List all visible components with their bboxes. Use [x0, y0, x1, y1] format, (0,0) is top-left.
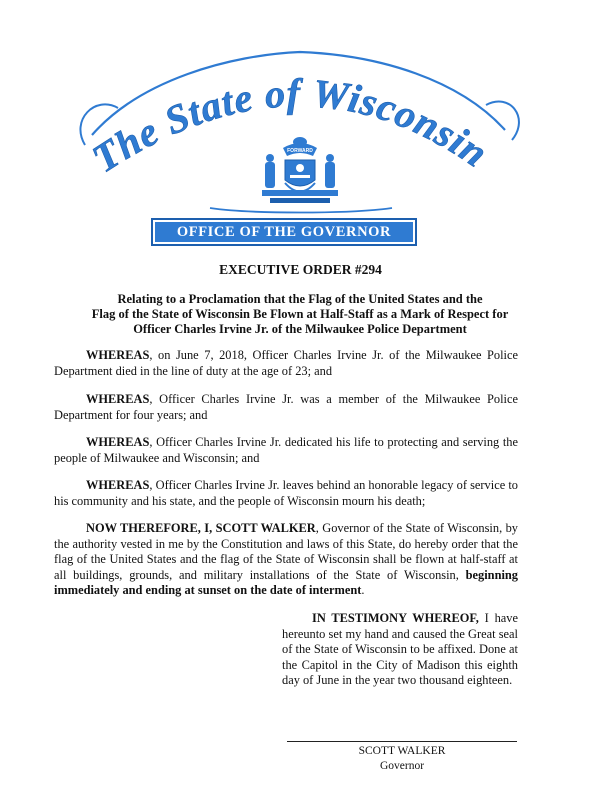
- now-therefore-paragraph: [54, 521, 518, 599]
- office-of-the-governor-banner: [151, 218, 417, 246]
- subtitle-line: Flag of the State of Wisconsin Be Flown at Half-Staff as a Mark of Respect for: [91, 307, 509, 321]
- office-banner-label: OFFICE OF THE GOVERNOR: [176, 223, 392, 240]
- subtitle-line: Officer Charles Irvine Jr. of the Milwaukee Police Department: [133, 322, 467, 336]
- whereas-label: WHEREAS: [86, 435, 150, 449]
- paragraph-text: , Officer Charles Irvine Jr. leaves behind an honorable legacy of service to his community and his state, and the people of Wisconsin mourn his death;: [54, 478, 518, 508]
- testimony-text: I have hereunto set my hand and caused the Great seal of the State of Wisconsin to be affixed. Done at the Capitol in the City of Madison this eighth day of June in the year two thousand eighteen.: [282, 611, 518, 687]
- paragraph-text: , Governor of the State of Wisconsin, by the authority vested in me by the Constitution and laws of this State, do hereby order that the flag of the United States and the flag of the State of Wisconsin shall be flown at half-staff at all buildings, grounds, and military installations of the State of Wisconsin,: [54, 521, 518, 582]
- subtitle-line: Relating to a Proclamation that the Flag of the United States and the: [117, 292, 483, 306]
- testimony-block: [282, 611, 518, 689]
- paragraph-text: , Officer Charles Irvine Jr. was a member of the Milwaukee Police Department for four years; and: [54, 392, 518, 422]
- arc-title-text: The State of Wisconsin: [84, 70, 497, 182]
- whereas-paragraph-3: [54, 435, 518, 466]
- whereas-label: WHEREAS: [86, 478, 150, 492]
- signer-name: SCOTT WALKER: [358, 745, 446, 757]
- testimony-lead: IN TESTIMONY WHEREOF,: [312, 611, 479, 625]
- paragraph-text: , on June 7, 2018, Officer Charles Irvine Jr. of the Milwaukee Police Department died in the line of duty at the age of 23; and: [54, 348, 518, 378]
- whereas-paragraph-2: [54, 392, 518, 423]
- state-seal-icon: [262, 137, 338, 203]
- whereas-paragraph-1: [54, 348, 518, 379]
- state-of-wisconsin-logo: [0, 0, 601, 255]
- letterhead: [0, 0, 601, 255]
- paragraph-period: .: [361, 583, 365, 598]
- order-subtitle: [70, 292, 530, 337]
- whereas-label: WHEREAS: [86, 392, 150, 406]
- signer-title: Governor: [379, 760, 425, 772]
- duration-clause: beginning immediately and ending at sunset on the date of interment: [54, 567, 518, 598]
- executive-order-number: EXECUTIVE ORDER #294: [219, 262, 382, 277]
- now-therefore-lead: NOW THEREFORE, I, SCOTT WALKER: [86, 521, 316, 535]
- seal-ribbon-text: FORWARD: [287, 148, 313, 154]
- whereas-paragraph-4: [54, 478, 518, 509]
- paragraph-text: , Officer Charles Irvine Jr. dedicated his life to protecting and serving the people of Milwaukee and Wisconsin; and: [54, 435, 518, 465]
- whereas-label: WHEREAS: [86, 348, 150, 362]
- signature-line: [287, 741, 517, 742]
